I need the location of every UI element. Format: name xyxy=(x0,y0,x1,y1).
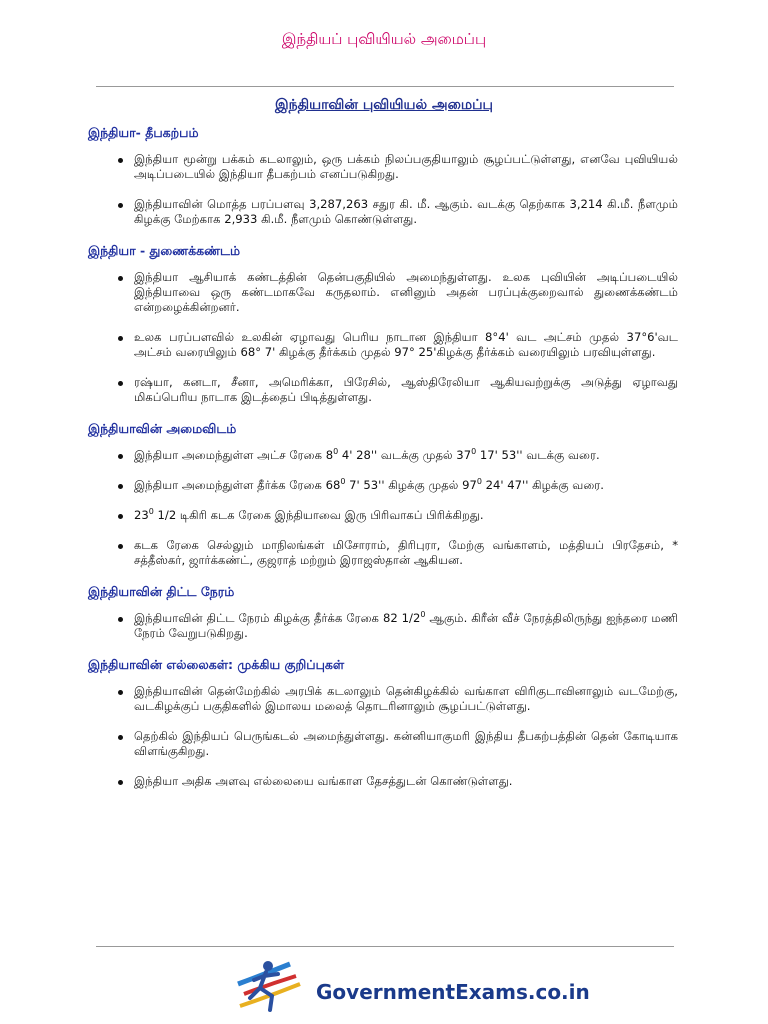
list-item-text: இந்தியாவின் திட்ட நேரம் கிழக்கு தீர்க்க ரேகை 82 1/2 xyxy=(134,611,421,625)
list-item xyxy=(88,774,678,789)
list-item-text: இந்தியா அமைந்துள்ள தீர்க்க ரேகை 68 xyxy=(134,478,341,492)
bullet-list xyxy=(88,611,688,641)
bullet-list xyxy=(88,448,688,568)
bullet-icon xyxy=(118,484,123,489)
list-item-text: கடக ரேகை செல்லும் மாநிலங்கள் மிசோராம், திரிபுரா, மேற்கு வங்காளம், மத்தியப் பிரதேசம், * சத்தீஸ்கர், ஜார்க்கண்ட், குஜராத் மற்றும் இராஜஸ்தான் ஆகியன. xyxy=(134,538,678,567)
degree-superscript: 0 xyxy=(148,507,154,517)
header-divider xyxy=(96,86,674,87)
list-item-text: 24' 47'' கிழக்கு வரை. xyxy=(481,478,604,492)
list-item-text: இந்தியாவின் மொத்த பரப்பளவு 3,287,263 சதுர கி. மீ. ஆகும். வடக்கு தெற்காக 3,214 கி.மீ. நீளமும் கிழக்கு மேற்காக 2,933 கி.மீ. நீளமும் கொண்டுள்ளது. xyxy=(134,197,678,226)
bullet-icon xyxy=(118,336,123,341)
list-item-text: உலக பரப்பளவில் உலகின் ஏழாவது பெரிய நாடான இந்தியா 8°4' வட அட்சம் முதல் 37°6'வட அட்சம் வரையிலும் 68° 7' கிழக்கு தீர்க்கம் முதல் 97° 25'கிழக்கு தீர்க்கம் வரையிலும் பரவியுள்ளது. xyxy=(134,330,678,359)
list-item xyxy=(88,330,678,360)
bullet-icon xyxy=(118,544,123,549)
list-item-text: ஆகும். கிரீன் வீச் நேரத்திலிருந்து ஐந்தரை மணி நேரம் வேறுபடுகிறது. xyxy=(134,611,678,640)
list-item xyxy=(88,729,678,759)
list-item-text: இந்தியா அமைந்துள்ள அட்ச ரேகை 8 xyxy=(134,448,334,462)
list-item-text: 1/2 டிகிரி கடக ரேகை இந்தியாவை இரு பிரிவாகப் பிரிக்கிறது. xyxy=(153,508,484,522)
list-item-text: இந்தியா அதிக அளவு எல்லையை வங்காள தேசத்துடன் கொண்டுள்ளது. xyxy=(134,774,513,788)
bullet-icon xyxy=(118,454,123,459)
section-heading: இந்தியாவின் திட்ட நேரம் xyxy=(88,584,235,599)
list-item-text: இந்தியா மூன்று பக்கம் கடலாலும், ஒரு பக்கம் நிலப்பகுதியாலும் சூழப்பட்டுள்ளது, எனவே புவியியல் அடிப்படையில் இந்தியா தீபகற்பம் எனப்படுகிறது. xyxy=(134,152,678,181)
bullet-list xyxy=(88,270,688,405)
degree-superscript: 0 xyxy=(340,477,346,487)
degree-superscript: 0 xyxy=(476,477,482,487)
list-item xyxy=(88,448,678,463)
list-item-text: 23 xyxy=(134,508,149,522)
list-item xyxy=(88,152,678,182)
document-title: இந்தியாவின் புவியியல் அமைப்பு xyxy=(275,97,493,113)
bullet-icon xyxy=(118,381,123,386)
list-item xyxy=(88,538,678,568)
section-heading: இந்தியாவின் எல்லைகள்: முக்கிய குறிப்புகள் xyxy=(88,657,345,672)
section-heading: இந்தியாவின் அமைவிடம் xyxy=(88,421,237,436)
section-heading: இந்தியா- தீபகற்பம் xyxy=(88,125,199,140)
bullet-icon xyxy=(118,617,123,622)
list-item xyxy=(88,684,678,714)
bullet-list xyxy=(88,152,688,227)
bullet-icon xyxy=(118,158,123,163)
list-item-text: 4' 28'' வடக்கு முதல் 37 xyxy=(338,448,472,462)
list-item xyxy=(88,375,678,405)
list-item-text: தெற்கில் இந்தியப் பெருங்கடல் அமைந்துள்ளது. கன்னியாகுமரி இந்திய தீபகற்பத்தின் தென் கோடியாக விளங்குகிறது. xyxy=(134,729,678,758)
footer-divider xyxy=(96,946,674,947)
list-item xyxy=(88,611,678,641)
bullet-icon xyxy=(118,514,123,519)
runner-icon xyxy=(230,954,320,1020)
list-item-text: 7' 53'' கிழக்கு முதல் 97 xyxy=(345,478,477,492)
list-item xyxy=(88,508,678,523)
logo-text: GovernmentExams.co.in xyxy=(316,980,590,1004)
degree-superscript: 0 xyxy=(420,610,426,620)
bullet-icon xyxy=(118,690,123,695)
bullet-icon xyxy=(118,780,123,785)
list-item-text: ரஷ்யா, கனடா, சீனா, அமெரிக்கா, பிரேசில், ஆஸ்திரேலியா ஆகியவற்றுக்கு அடுத்து ஏழாவது மிகப்பெரிய நாடாக இடத்தைப் பிடித்துள்ளது. xyxy=(134,375,678,404)
page-header: இந்தியப் புவியியல் அமைப்பு xyxy=(281,30,487,48)
degree-superscript: 0 xyxy=(471,447,477,457)
bullet-icon xyxy=(118,203,123,208)
list-item-text: இந்தியாவின் தென்மேற்கில் அரபிக் கடலாலும் தென்கிழக்கில் வங்காள விரிகுடாவினாலும் வடமேற்கு, வடகிழக்குப் பகுதிகளில் இமாலய மலைத் தொடரினாலும் சூழப்பட்டுள்ளது. xyxy=(134,684,678,713)
list-item-text: இந்தியா ஆசியாக் கண்டத்தின் தென்பகுதியில் அமைந்துள்ளது. உலக புவியின் அடிப்படையில் இந்தியாவை ஒரு கண்டமாகவே கருதலாம். எனினும் அதன் பரப்புக்குறைவால் துணைக்கண்டம் என்றழைக்கின்றனர். xyxy=(134,270,678,314)
bullet-icon xyxy=(118,276,123,281)
site-logo[interactable] xyxy=(230,954,590,1020)
document-body xyxy=(88,124,688,804)
list-item xyxy=(88,478,678,493)
list-item xyxy=(88,270,678,315)
list-item xyxy=(88,197,678,227)
section-heading: இந்தியா - துணைக்கண்டம் xyxy=(88,243,241,258)
list-item-text: 17' 53'' வடக்கு வரை. xyxy=(476,448,600,462)
degree-superscript: 0 xyxy=(333,447,339,457)
bullet-icon xyxy=(118,735,123,740)
bullet-list xyxy=(88,684,688,789)
